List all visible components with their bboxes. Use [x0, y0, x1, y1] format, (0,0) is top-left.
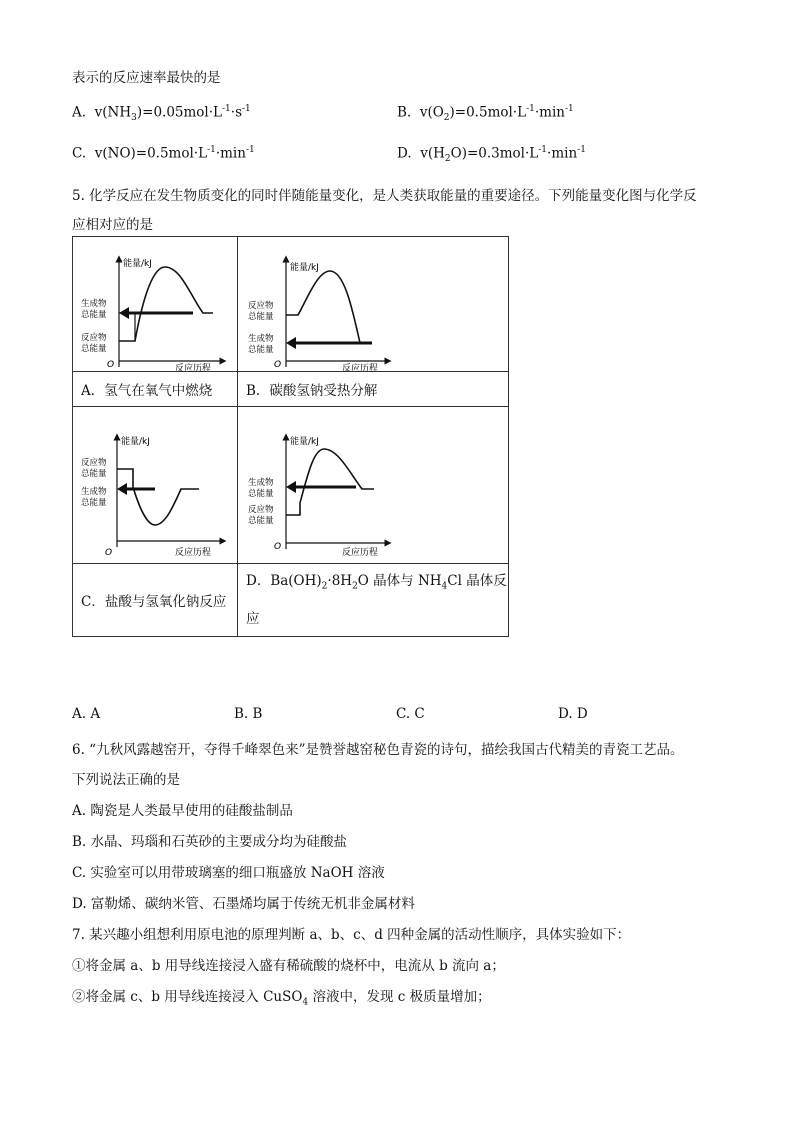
ylabel: 能量/kJ	[290, 263, 319, 273]
reactant-label: 反应物	[248, 505, 274, 515]
q6-option-c: C. 实验室可以用带玻璃塞的细口瓶盛放 NaOH 溶液	[72, 865, 385, 881]
xlabel: 反应历程	[175, 548, 212, 558]
reactant-label: 反应物	[248, 301, 274, 311]
energy-diagram-d	[238, 407, 508, 563]
q6-option-b: B. 水晶、玛瑙和石英砂的主要成分均为硅酸盐	[72, 834, 348, 850]
reactant-label: 反应物	[81, 333, 107, 343]
energy-curve	[117, 469, 199, 525]
ylabel: 能量/kJ	[121, 437, 150, 447]
product-label: 生成物	[248, 478, 274, 488]
q4-option-a: A. $v(NH_3)=0.05mol\cdot L^{-1}\cdot s^{-1}$	[72, 104, 251, 124]
product-label: 生成物	[81, 299, 107, 309]
graph-cell-d	[238, 407, 509, 564]
reactant-label-2: 总能量	[248, 312, 274, 322]
energy-diagram-c	[73, 407, 237, 563]
xlabel: 反应历程	[342, 548, 379, 558]
graph-cell-c	[73, 407, 238, 564]
q6-stem-line2: 下列说法正确的是	[72, 772, 180, 788]
q7-step2: ②将金属 c、b 用导线连接浸入 CuSO$_4$ 溶液中，发现 c 极质量增加；	[72, 989, 491, 1008]
energy-diagram-a	[73, 237, 237, 371]
reactant-label-2: 总能量	[81, 344, 107, 354]
q5-choice-c: C. C	[396, 706, 425, 722]
product-label: 生成物	[248, 334, 274, 344]
q5-stem-line1: 5. 化学反应在发生物质变化的同时伴随能量变化，是人类获取能量的重要途径。下列能量变化图与化学反	[72, 188, 697, 204]
q5-stem-line2: 应相对应的是	[72, 217, 153, 233]
q7-stem: 7. 某兴趣小组想利用原电池的原理判断 a、b、c、d 四种金属的活动性顺序，具体实验如下：	[72, 927, 631, 943]
q4-option-b: B. $v(O_2)=0.5mol\cdot L^{-1}\cdot\min^{-1}$	[397, 104, 574, 124]
caption-a: A．氢气在氧气中燃烧	[73, 372, 238, 407]
energy-curve	[286, 271, 360, 343]
origin-label: O	[274, 542, 282, 552]
q5-choice-a: A. A	[72, 706, 101, 722]
reactant-label-2: 总能量	[248, 516, 274, 526]
origin-label: O	[107, 360, 115, 370]
product-label: 生成物	[81, 487, 107, 497]
q6-stem-line1: 6. “九秋风露越窑开，夺得千峰翠色来”是赞誉越窑秘色青瓷的诗句，描绘我国古代精美的青瓷工艺品。	[72, 742, 684, 758]
xlabel: 反应历程	[175, 364, 212, 371]
ylabel: 能量/kJ	[123, 259, 152, 269]
q5-choice-b: B. B	[234, 706, 263, 722]
q4-option-d: D. $v(H_2O)=0.3mol\cdot L^{-1}\cdot\min^{-1}$	[397, 145, 586, 165]
q4-tail: 表示的反应速率最快的是	[72, 70, 221, 86]
ylabel: 能量/kJ	[290, 437, 319, 447]
product-label-2: 总能量	[248, 489, 274, 499]
reactant-label: 反应物	[81, 458, 107, 468]
q5-choice-d: D. D	[558, 706, 588, 722]
energy-curve	[119, 267, 213, 341]
q6-option-d: D. 富勒烯、碳纳米管、石墨烯均属于传统无机非金属材料	[72, 896, 415, 912]
graph-cell-b	[238, 237, 509, 372]
product-label-2: 总能量	[81, 310, 107, 320]
energy-diagram-b	[238, 237, 508, 371]
caption-c: C．盐酸与氢氧化钠反应	[73, 564, 238, 637]
q5-figure-table	[72, 236, 509, 637]
energy-curve	[286, 449, 374, 515]
q7-step1: ①将金属 a、b 用导线连接浸入盛有稀硫酸的烧杯中，电流从 b 流向 a；	[72, 958, 505, 974]
q4-option-c: C. $v(NO)=0.5mol\cdot L^{-1}\cdot\min^{-1}$	[72, 145, 255, 162]
caption-d: D．$Ba(OH)_2\cdot 8H_2O$ 晶体与 $NH_4Cl$ 晶体反 应	[238, 564, 509, 637]
origin-label: O	[105, 548, 113, 558]
reactant-label-2: 总能量	[81, 469, 107, 479]
product-label-2: 总能量	[248, 345, 274, 355]
caption-b: B．碳酸氢钠受热分解	[238, 372, 509, 407]
origin-label: O	[274, 360, 282, 370]
graph-cell-a	[73, 237, 238, 372]
product-label-2: 总能量	[81, 498, 107, 508]
xlabel: 反应历程	[342, 364, 379, 371]
q6-option-a: A. 陶瓷是人类最早使用的硅酸盐制品	[72, 803, 293, 819]
